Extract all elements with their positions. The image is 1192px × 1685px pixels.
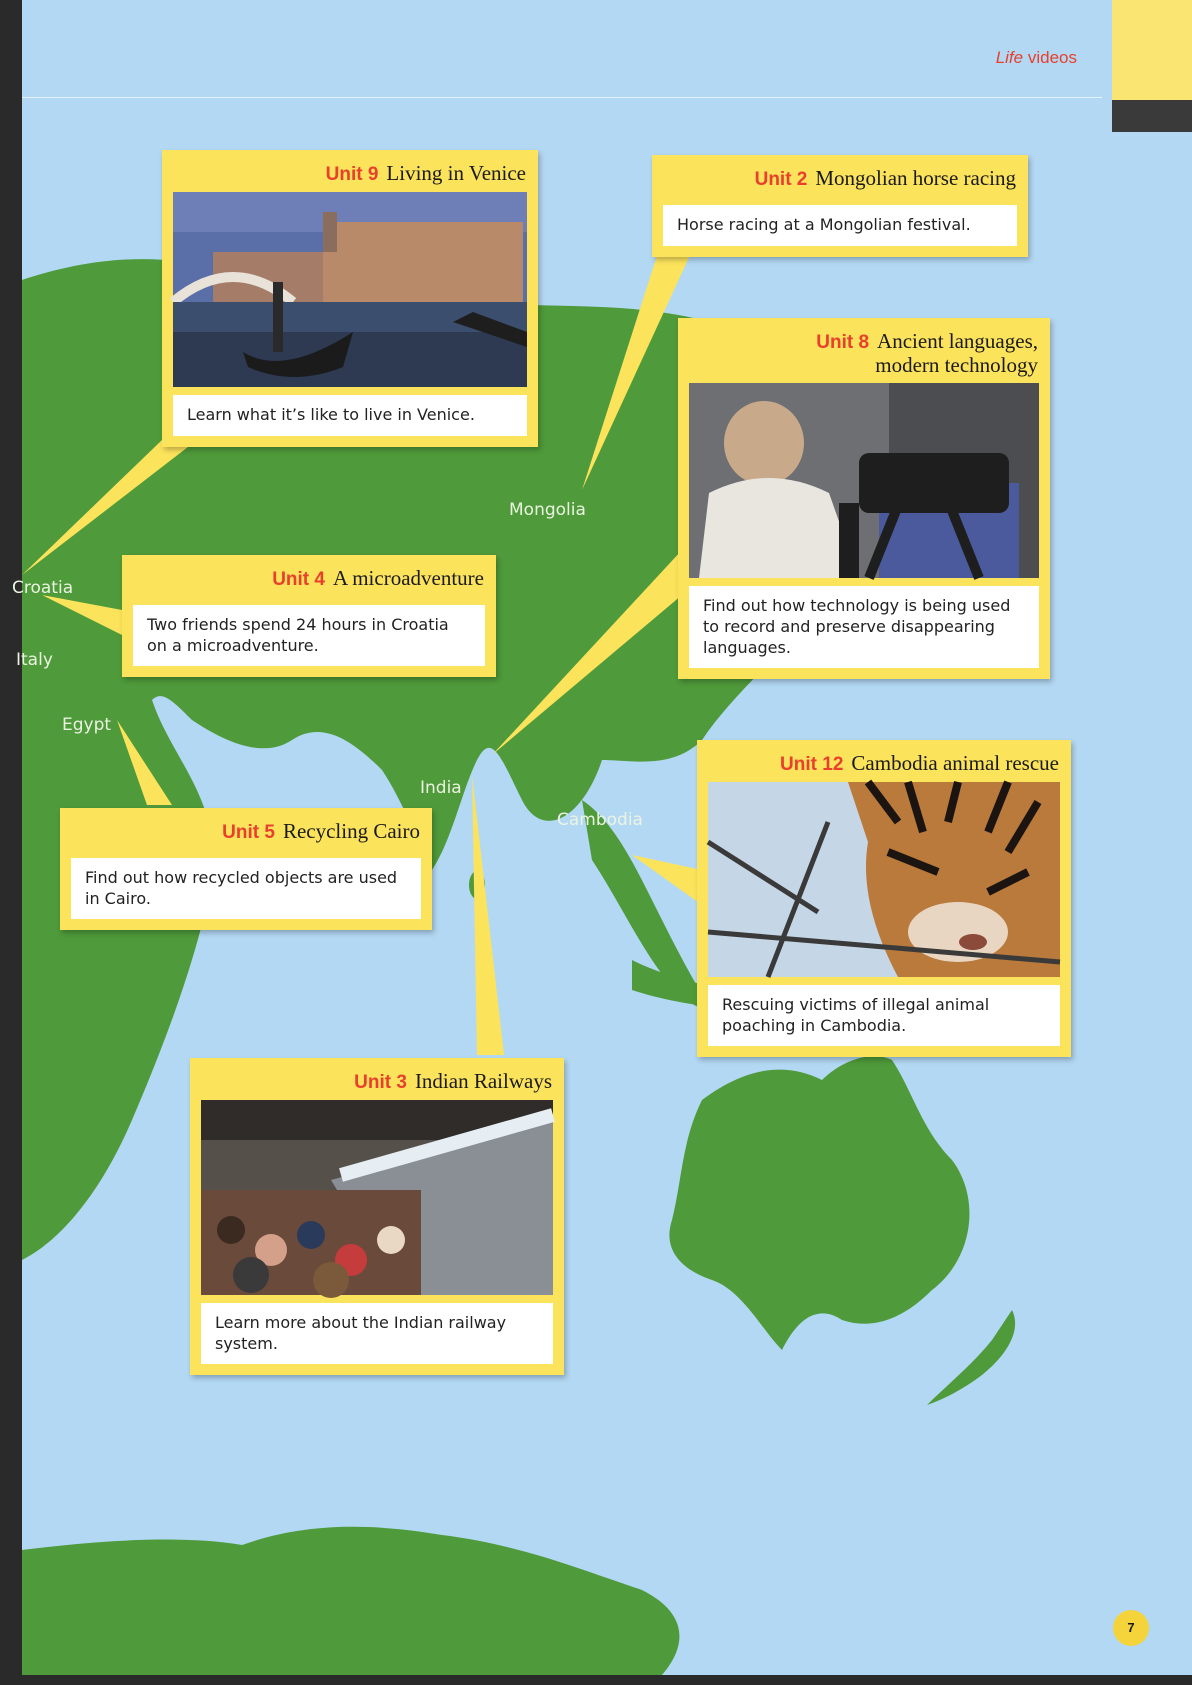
page-number: 7 (1113, 1610, 1149, 1646)
page-tab (1112, 0, 1192, 100)
unit2-title-row (652, 155, 1028, 197)
unit9-number: Unit 9 (325, 164, 379, 185)
unit9-card[interactable] (162, 150, 538, 447)
unit8-title-row (678, 318, 1050, 383)
unit8-title-line1: Ancient languages, (877, 329, 1038, 353)
unit3-number: Unit 3 (354, 1072, 407, 1093)
unit3-description: Learn more about the Indian railway system. (201, 1303, 553, 1365)
unit12-card[interactable] (697, 740, 1071, 1057)
header-rule (22, 97, 1102, 98)
unit12-photo-tiger (708, 782, 1060, 977)
unit5-description: Find out how recycled objects are used in Cairo. (71, 858, 421, 920)
unit9-description: Learn what it’s like to live in Venice. (173, 395, 527, 436)
place-egypt: Egypt (62, 715, 112, 735)
place-india: India (420, 778, 462, 798)
unit8-card[interactable] (678, 318, 1050, 679)
unit3-title-row (190, 1058, 564, 1100)
place-cambodia: Cambodia (557, 810, 643, 830)
unit5-card[interactable] (60, 808, 432, 930)
unit2-number: Unit 2 (754, 169, 808, 190)
unit9-title: Living in Venice (386, 161, 526, 185)
section-label-rest: videos (1023, 48, 1077, 67)
unit4-card[interactable] (122, 555, 496, 677)
unit8-number: Unit 8 (816, 332, 870, 353)
landmass-antarctica (22, 1527, 679, 1675)
landmass-newzealand (927, 1310, 1015, 1405)
landmass-australia (669, 1056, 969, 1350)
unit2-description: Horse racing at a Mongolian festival. (663, 205, 1017, 246)
unit5-title-row (60, 808, 432, 850)
unit2-card[interactable] (652, 155, 1028, 257)
page-tab-dark (1112, 100, 1192, 132)
section-label-italic: Life (995, 48, 1024, 67)
place-italy: Italy (16, 650, 53, 670)
unit4-title-row (122, 555, 496, 597)
section-label (996, 48, 1077, 68)
unit2-title: Mongolian horse racing (815, 166, 1016, 190)
unit9-title-row (162, 150, 538, 192)
place-mongolia: Mongolia (509, 500, 586, 520)
pointer-unit3 (472, 775, 504, 1055)
book-page (12, 0, 1192, 1675)
unit5-number: Unit 5 (222, 822, 275, 843)
unit12-description: Rescuing victims of illegal animal poaching in Cambodia. (708, 985, 1060, 1047)
unit8-photo-camera (689, 383, 1039, 578)
unit3-card[interactable] (190, 1058, 564, 1375)
unit3-title: Indian Railways (414, 1069, 552, 1093)
place-croatia: Croatia (12, 578, 74, 598)
unit8-title-line2: modern technology (875, 352, 1038, 377)
unit3-photo-railway (201, 1100, 553, 1295)
unit5-title: Recycling Cairo (282, 819, 420, 843)
unit12-title-row (697, 740, 1071, 782)
unit9-photo-venice (173, 192, 527, 387)
unit12-title: Cambodia animal rescue (851, 751, 1059, 775)
unit4-title: A microadventure (332, 566, 484, 590)
unit4-description: Two friends spend 24 hours in Croatia on a microadventure. (133, 605, 485, 667)
unit12-number: Unit 12 (780, 754, 844, 775)
unit4-number: Unit 4 (272, 569, 325, 590)
unit8-description: Find out how technology is being used to record and preserve disappearing languages. (689, 586, 1039, 668)
